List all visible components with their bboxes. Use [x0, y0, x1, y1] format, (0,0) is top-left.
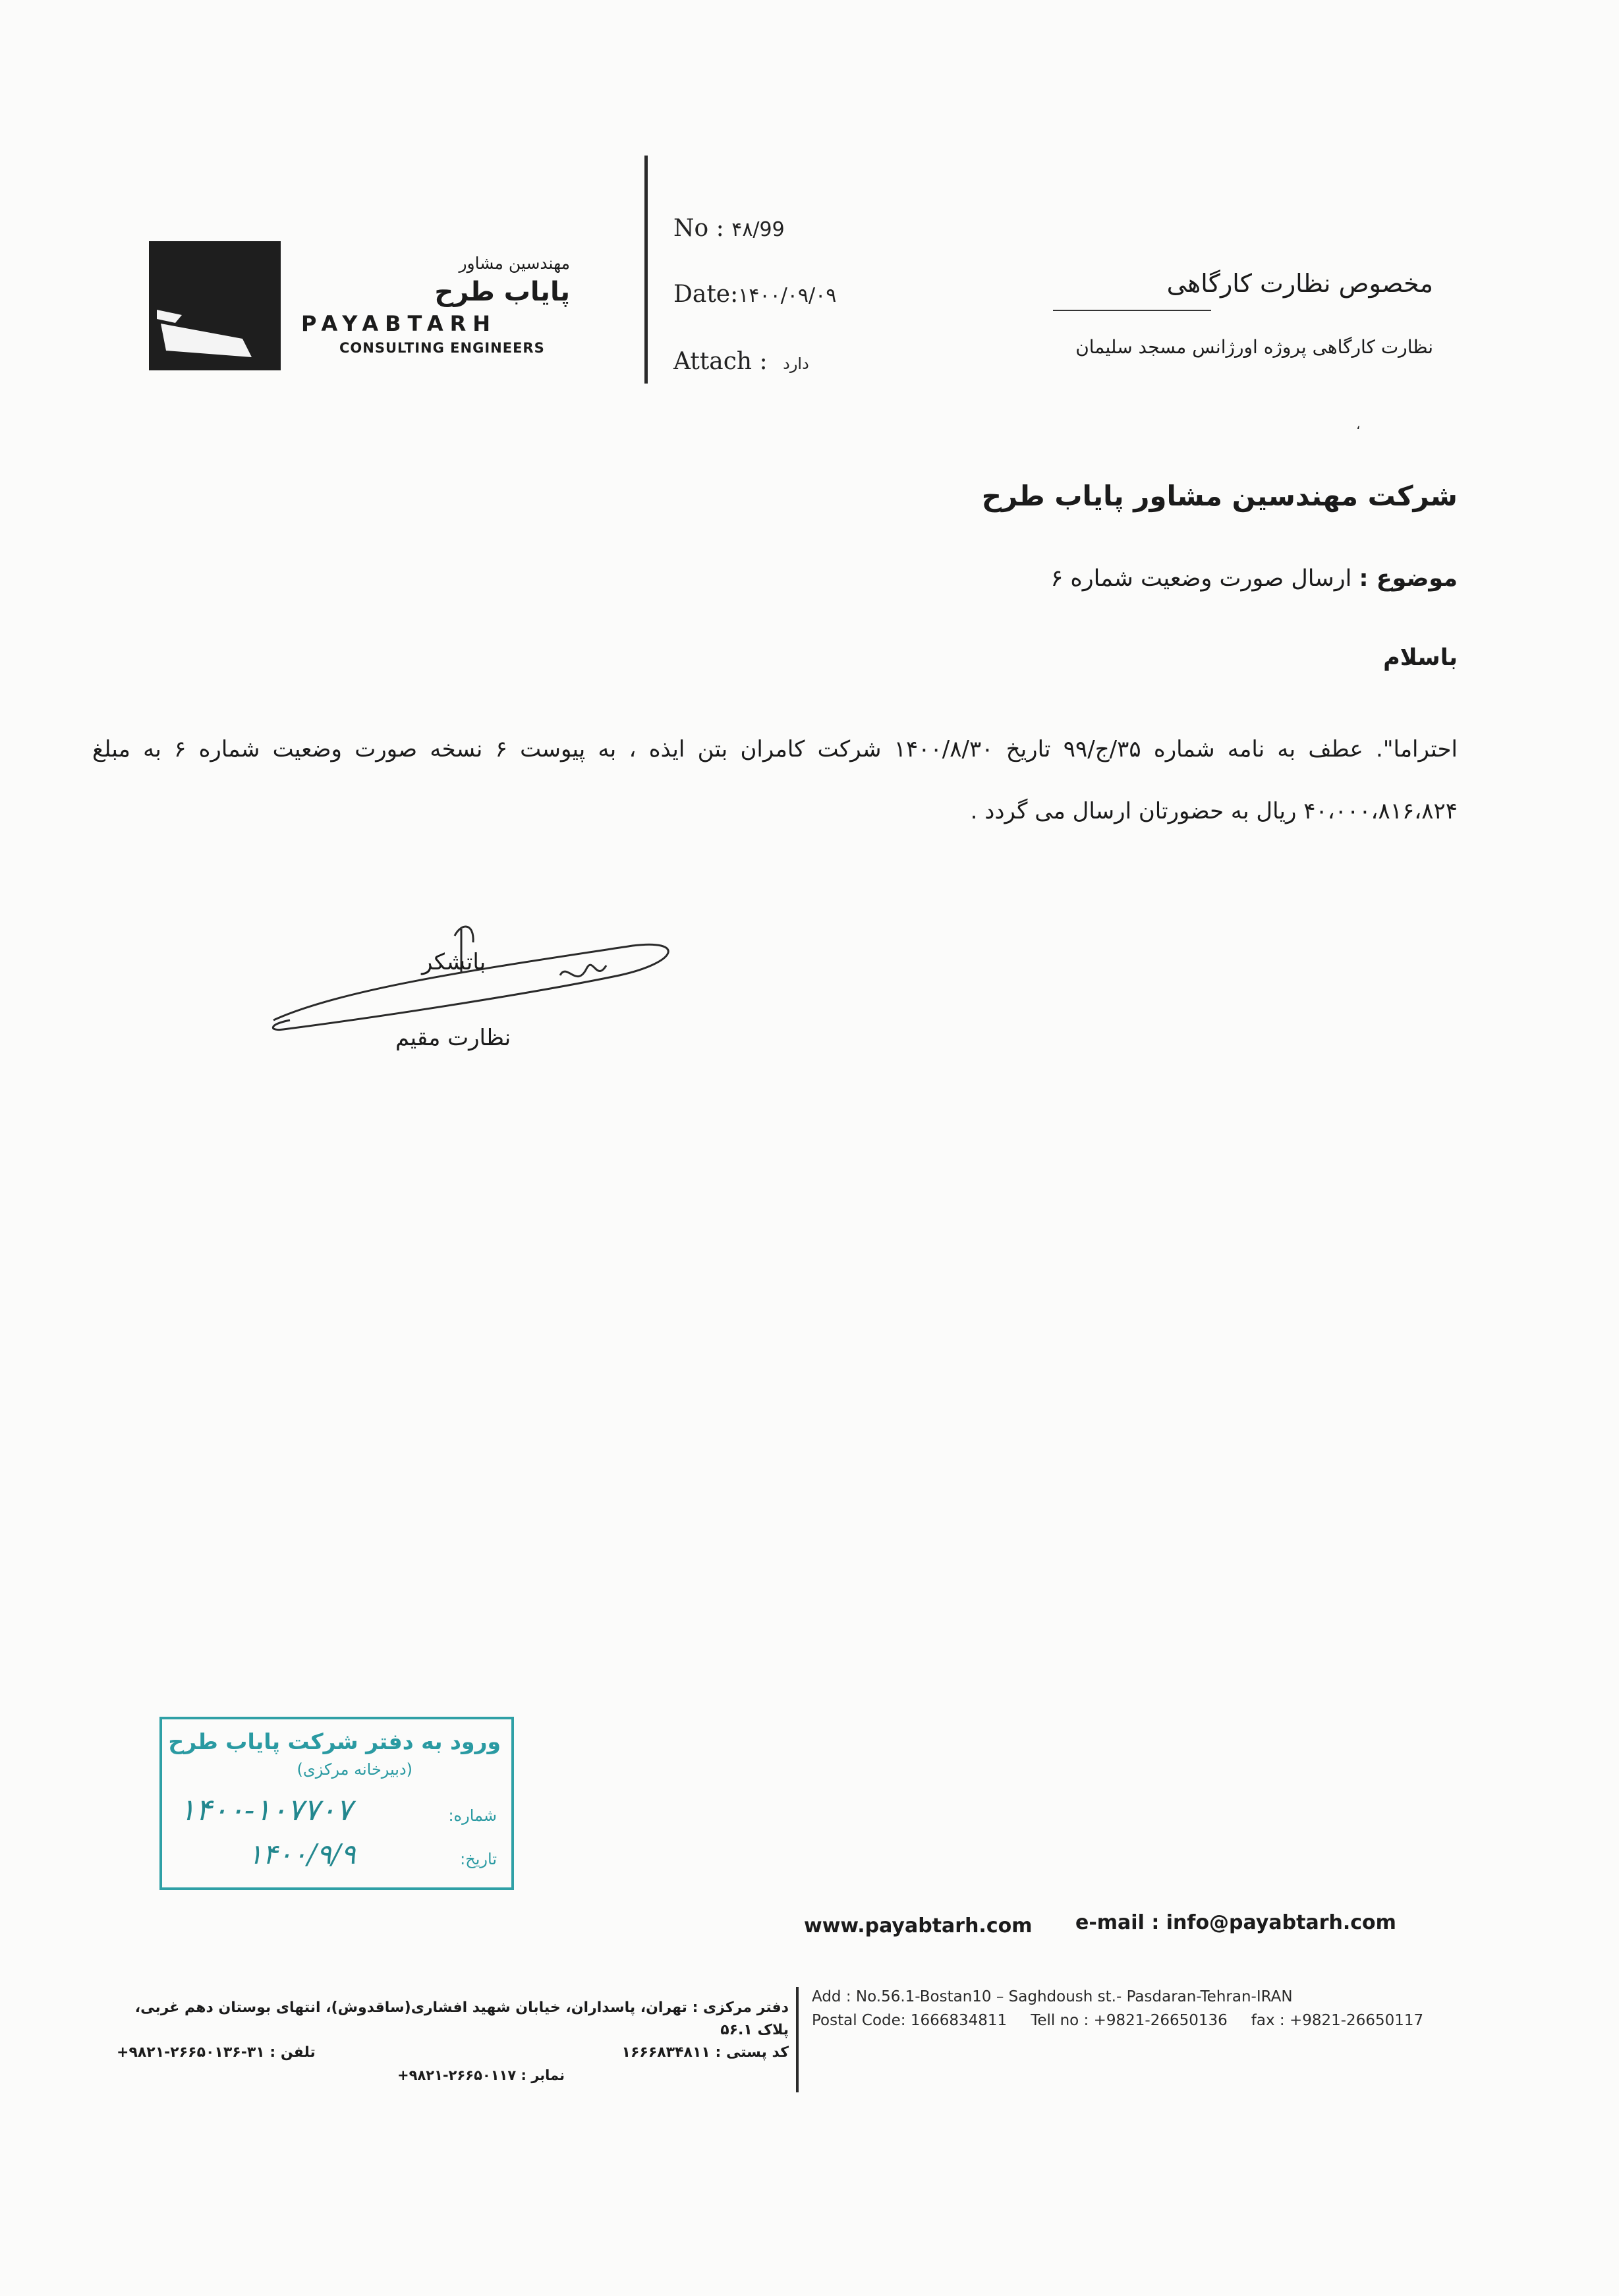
footer-address-en-line: Add : No.56.1-Bostan10 – Saghdoush st.- Pasdaran-Tehran-IRAN — [812, 1988, 1293, 2005]
greeting: باسلام — [1383, 645, 1458, 671]
incoming-stamp — [159, 1717, 514, 1890]
footer-contact-fa — [117, 2042, 789, 2064]
logo-subtitle-fa: مهندسین مشاور — [459, 254, 570, 273]
company-logo-text — [300, 254, 577, 356]
letter-attachment-value: دارد — [783, 355, 809, 373]
footer-fax-fa: نمابر : ۲۶۶۵۰۱۱۷-۹۸۲۱+ — [397, 2067, 565, 2083]
header-divider — [644, 156, 648, 384]
footer-postal-en: Postal Code: 1666834811 — [812, 2012, 1008, 2029]
letter-date-value: ۱۴۰۰/۰۹/۰۹ — [738, 284, 837, 307]
letter-date-label: Date: — [673, 281, 739, 308]
footer-address-fa-line: دفتر مرکزی : تهران، پاسداران، خیابان شهید افشاری(ساقدوش)، انتهای بوستان دهم غربی، پلاک ۵۶.۱ — [134, 1999, 789, 2038]
closing: باتشکر — [422, 949, 486, 975]
footer-website: www.payabtarh.com — [804, 1914, 1033, 1937]
letter-number-label: No : — [673, 215, 724, 242]
letter-number — [673, 215, 785, 242]
logo-name-en: PAYABTARH — [301, 311, 497, 336]
stamp-number-value: ۱۴۰۰-۱۰۷۷۰۷ — [179, 1792, 353, 1827]
stray-mark: ، — [1356, 416, 1361, 432]
logo-subtitle-en: CONSULTING ENGINEERS — [339, 340, 545, 356]
stamp-date-label: تاریخ: — [460, 1850, 497, 1868]
stamp-number-label: شماره: — [448, 1806, 497, 1825]
subject-line — [1050, 565, 1458, 592]
subject-label: موضوع : — [1359, 565, 1458, 592]
signer: نظارت مقیم — [395, 1025, 511, 1051]
stamp-title: ورود به دفتر شرکت پایاب طرح — [168, 1729, 501, 1754]
footer-email: e-mail : info@payabtarh.com — [1075, 1911, 1396, 1934]
letter-attachment-label: Attach : — [673, 348, 768, 375]
recipient: شرکت مهندسین مشاور پایاب طرح — [981, 480, 1458, 512]
signature-scribble — [264, 909, 698, 1041]
header-title: مخصوص نظارت کارگاهی — [1166, 269, 1433, 298]
letter-date — [673, 281, 836, 308]
letter-number-value: ۴۸/99 — [731, 218, 785, 241]
subject-text: ارسال صورت وضعیت شماره ۶ — [1050, 565, 1352, 592]
stamp-subtitle: (دبیرخانه مرکزی) — [297, 1760, 412, 1779]
footer-divider — [796, 1987, 799, 2092]
footer-contact-en — [812, 2009, 1423, 2032]
logo-name-fa: پایاب طرح — [434, 277, 570, 307]
footer-address-fa — [117, 1997, 789, 2086]
footer-fax-en: fax : +9821-26650117 — [1251, 2012, 1424, 2029]
letter-body: احتراما". عطف به نامه شماره ۳۵/ج/۹۹ تاریخ ۱۴۰۰/۸/۳۰ شرکت کامران بتن ایذه ، به پیوست ۶ نسخه صورت وضعیت شماره ۶ به مبلغ ۴۰،۰۰۰،۸۱۶،۸۲۴ ریال به حضورتان ارسال می گردد . — [92, 736, 1458, 824]
footer-tel-en: Tell no : +9821-26650136 — [1031, 2012, 1228, 2029]
footer-tel-fa: تلفن : ۳۱-۲۶۶۵۰۱۳۶-۹۸۲۱+ — [117, 2044, 316, 2061]
stamp-date-value: ۱۴۰۰/۹/۹ — [248, 1838, 356, 1870]
letter-attachment — [673, 348, 809, 375]
header-underline — [1053, 310, 1211, 311]
header-subtitle: نظارت کارگاهی پروژه اورژانس مسجد سلیمان — [1075, 336, 1433, 358]
company-logo-mark — [149, 241, 281, 370]
footer-postal-fa: کد پستی : ۱۶۶۶۸۳۴۸۱۱ — [621, 2044, 789, 2061]
footer-address-en — [812, 1985, 1423, 2032]
